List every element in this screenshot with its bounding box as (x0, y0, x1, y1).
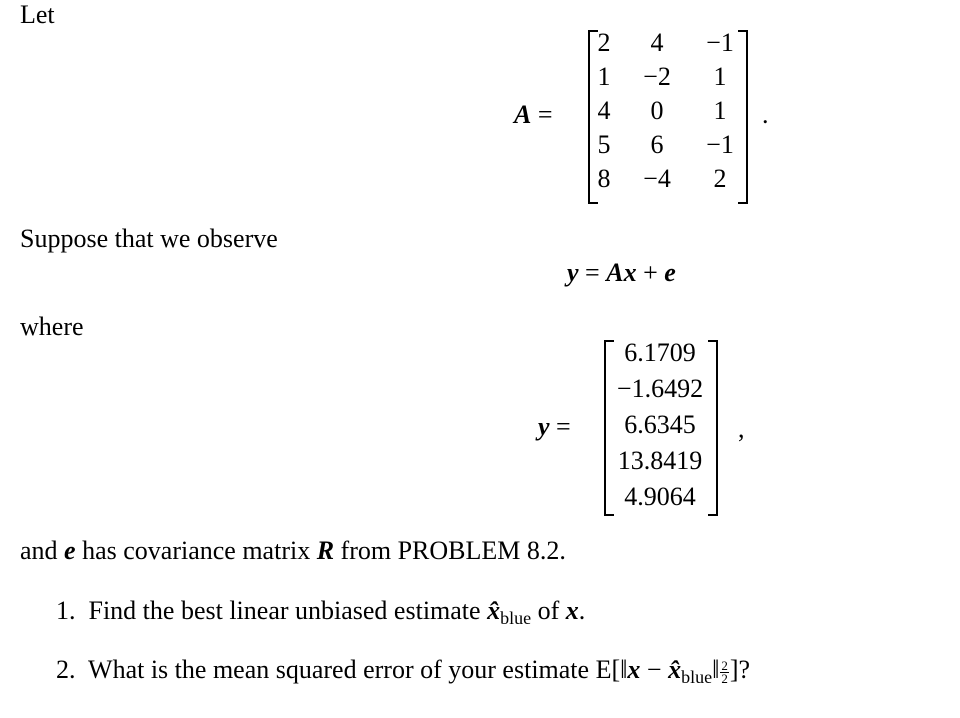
matrix-a-cell: −1 (706, 28, 734, 57)
matrix-a-cell: 8 (597, 164, 611, 193)
matrix-a-cell: 1 (597, 62, 611, 91)
matrix-a-cell: 6 (650, 130, 664, 159)
vector-y-cell: 13.8419 (617, 446, 703, 475)
question-2: 2. What is the mean squared error of your estimate E[‖x − $x̂_{blue}‖$ $\frac{2}{2}$ ]? (56, 655, 751, 687)
matrix-a-cell: −2 (643, 62, 671, 91)
matrix-a-cell: 1 (713, 62, 727, 91)
matrix-a-cell: 1 (713, 96, 727, 125)
suppose-text: Suppose that we observe (20, 224, 278, 253)
matrix-a-cell: −1 (706, 130, 734, 159)
vector-y-cell: −1.6492 (616, 374, 704, 403)
vector-y-cell: 4.9064 (624, 482, 696, 511)
question-1: 1. Find the best linear unbiased estimate $x̂_{blue}$ of x. (56, 596, 586, 628)
matrix-a-cell: −4 (643, 164, 671, 193)
where-text: where (20, 312, 84, 341)
matrix-a-cell: 4 (650, 28, 664, 57)
vector-y-comma: , (738, 414, 745, 443)
matrix-a-cell: 2 (713, 164, 727, 193)
exponent-fraction: $\frac{2}{2}$ (721, 657, 728, 686)
matrix-a-period: . (762, 100, 769, 129)
vector-y-cell: 6.1709 (624, 338, 696, 367)
matrix-a-cell: 5 (597, 130, 611, 159)
vector-y-cell: 6.6345 (624, 410, 696, 439)
observation-equation: y = Ax + e (567, 258, 676, 287)
matrix-a-label: A = (514, 100, 553, 129)
vector-y-label: y = (538, 412, 571, 441)
matrix-a-cell: 4 (597, 96, 611, 125)
matrix-a-cell: 2 (597, 28, 611, 57)
covariance-sentence: and e has covariance matrix R from PROBLEM 8.2. (20, 536, 566, 565)
intro-text: Let (20, 0, 55, 29)
matrix-a-cell: 0 (650, 96, 664, 125)
